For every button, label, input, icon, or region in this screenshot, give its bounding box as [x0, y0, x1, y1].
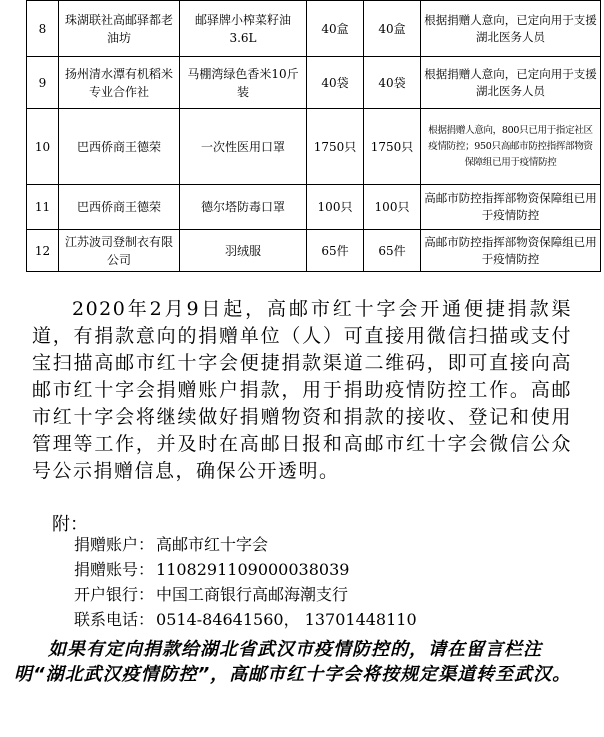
donation-channel-paragraph — [32, 296, 572, 485]
donor-name: 珠湖联社高邮驿都老油坊 — [59, 1, 180, 57]
phone-line — [74, 609, 417, 631]
usage-remark: 高邮市防控指挥部物资保障组已用于疫情防控 — [421, 185, 601, 230]
row-number: 11 — [27, 185, 59, 230]
quantity: 100只 — [307, 185, 364, 230]
donor-name: 江苏波司登制衣有限公司 — [59, 230, 180, 272]
row-number: 12 — [27, 230, 59, 272]
donated-item: 一次性医用口罩 — [180, 109, 307, 185]
received-quantity: 65件 — [364, 230, 421, 272]
donation-table — [26, 0, 601, 272]
quantity: 65件 — [307, 230, 364, 272]
donated-item: 马棚湾绿色香米10斤装 — [180, 57, 307, 109]
phone-value: 0514-84641560， 13701448110 — [156, 610, 417, 629]
received-quantity: 40袋 — [364, 57, 421, 109]
wuhan-donation-notice: 如果有定向捐款给湖北省武汉市疫情防控的，请在留言栏注明“湖北武汉疫情防控”，高邮市红十字会将按规定渠道转至武汉。 — [14, 639, 572, 685]
row-number: 10 — [27, 109, 59, 185]
account-name-value: 高邮市红十字会 — [156, 535, 269, 554]
quantity: 40袋 — [307, 57, 364, 109]
paragraph-text: 2020年2月9日起，高邮市红十字会开通便捷捐款渠道，有捐款意向的捐赠单位（人）可直接用微信扫描或支付宝扫描高邮市红十字会便捷捐款渠道二维码，即可直接向高邮市红十字会捐赠账户捐款，用于捐助疫情防控工作。高邮市红十字会将继续做好捐赠物资和捐款的接收、登记和使用管理等工作，并及时在高邮日报和高邮市红十字会微信公众号公示捐赠信息，确保公开透明。 — [32, 298, 572, 482]
donor-name: 巴西侨商王德荣 — [59, 185, 180, 230]
received-quantity: 100只 — [364, 185, 421, 230]
usage-remark: 根据捐赠人意向，已定向用于支援湖北医务人员 — [421, 1, 601, 57]
row-number: 9 — [27, 57, 59, 109]
account-number-label: 捐赠账号： — [74, 560, 155, 579]
usage-remark: 根据捐赠人意向，800只已用于指定社区疫情防控；950只高邮市防控指挥部物资保障组已用于疫情防控 — [421, 109, 601, 185]
row-number: 8 — [27, 1, 59, 57]
donor-name: 扬州清水潭有机稻米专业合作社 — [59, 57, 180, 109]
usage-remark: 高邮市防控指挥部物资保障组已用于疫情防控 — [421, 230, 601, 272]
table-row — [27, 1, 601, 57]
quantity: 40盒 — [307, 1, 364, 57]
received-quantity: 40盒 — [364, 1, 421, 57]
table-row — [27, 185, 601, 230]
account-number-value: 1108291109000038039 — [156, 560, 350, 579]
received-quantity: 1750只 — [364, 109, 421, 185]
account-name-label: 捐赠账户： — [74, 535, 155, 554]
donor-name: 巴西侨商王德荣 — [59, 109, 180, 185]
phone-label: 联系电话： — [74, 610, 155, 629]
table-row — [27, 230, 601, 272]
bank-value: 中国工商银行高邮海潮支行 — [156, 585, 349, 604]
account-name-line — [74, 534, 268, 556]
bank-label: 开户银行： — [74, 585, 155, 604]
donated-item: 羽绒服 — [180, 230, 307, 272]
attachment-label: 附： — [52, 514, 88, 535]
donated-item: 德尔塔防毒口罩 — [180, 185, 307, 230]
table-row — [27, 57, 601, 109]
donated-item: 邮驿牌小榨菜籽油3.6L — [180, 1, 307, 57]
bank-line — [74, 584, 348, 606]
quantity: 1750只 — [307, 109, 364, 185]
table-row — [27, 109, 601, 185]
usage-remark: 根据捐赠人意向，已定向用于支援湖北医务人员 — [421, 57, 601, 109]
account-number-line — [74, 559, 349, 581]
